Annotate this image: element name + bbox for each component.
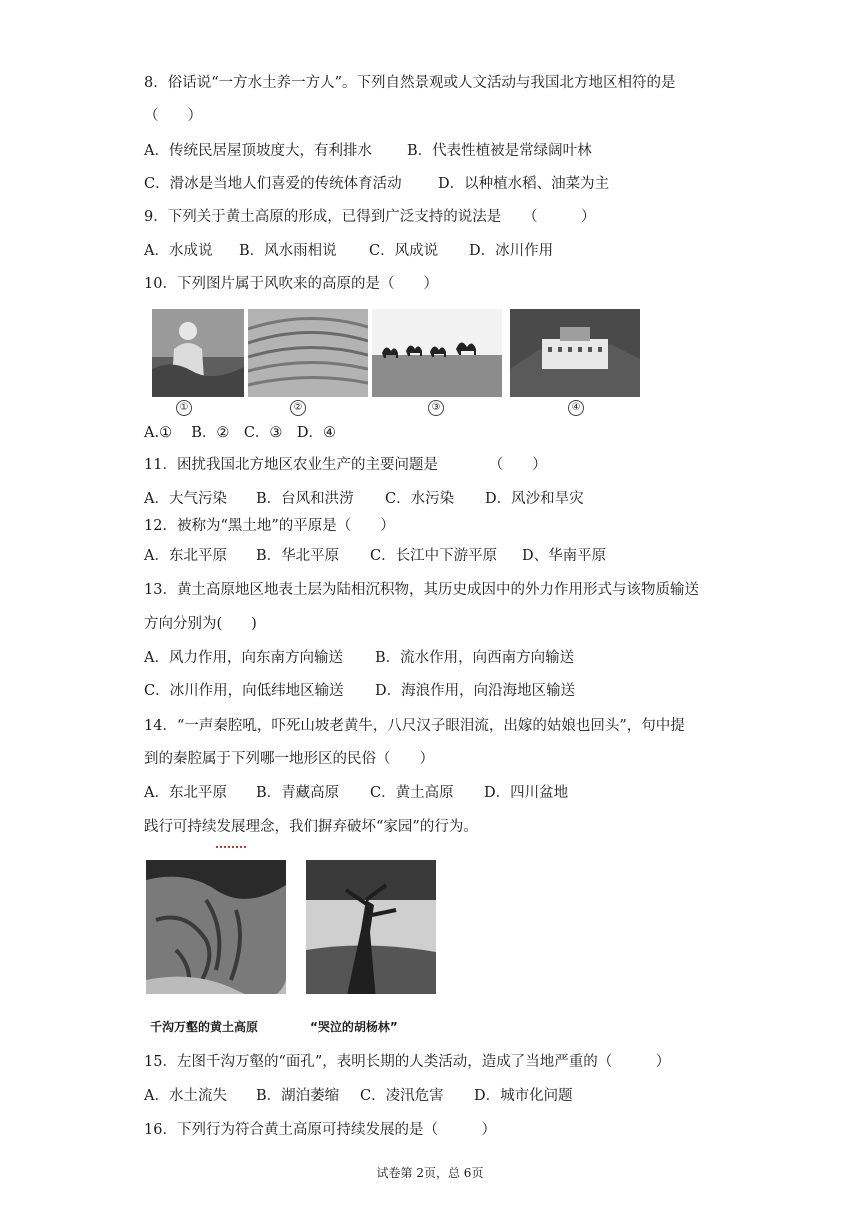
- q12-stem: 12．被称为“黑土地”的平原是（ ）: [144, 518, 395, 534]
- q14-options: [144, 783, 568, 803]
- q9-option-b: B．风水雨相说: [239, 243, 337, 259]
- photo-loess-terraces: [248, 309, 368, 397]
- q12-option-b: B．华北平原: [256, 548, 340, 564]
- q12-option-c: C．长江中下游平原: [370, 548, 498, 564]
- q15-option-a: A．水土流失: [144, 1088, 227, 1104]
- page-footer: 试卷第 2页，总 6页: [376, 1166, 484, 1180]
- dotted-mark: [216, 846, 246, 848]
- q15-option-c: C．凌汛危害: [360, 1088, 444, 1104]
- q13-option-d: D．海浪作用，向沿海地区输送: [375, 683, 576, 699]
- photo-dead-poplar-forest: [306, 860, 436, 1012]
- q8-stem-line2: （ ）: [144, 108, 202, 124]
- q14-option-a: A．东北平原: [144, 785, 227, 801]
- q14-stem-line1: 14．“一声秦腔吼，吓死山坡老黄牛，八尺汉子眼泪流，出嫁的姑娘也回头”，句中提: [144, 718, 685, 734]
- caption-poplar-forest: “哭泣的胡杨林”: [310, 1020, 398, 1034]
- q12-options: [144, 546, 606, 566]
- q10-options: A.① B．② C．③ D．④: [144, 425, 337, 441]
- q8-option-a: A．传统民居屋顶坡度大，有利排水: [144, 143, 372, 159]
- q14-stem-line2: 到的秦腔属于下列哪一地形区的民俗（ ）: [144, 751, 434, 767]
- q14-option-b: B．青藏高原: [256, 785, 340, 801]
- q9-option-c: C．风成说: [369, 243, 439, 259]
- caption-loess-plateau: 千沟万壑的黄土高原: [150, 1020, 259, 1034]
- q10-stem: 10．下列图片属于风吹来的高原的是（ ）: [144, 276, 438, 292]
- q13-stem-line1: 13．黄土高原地区地表土层为陆相沉积物，其历史成因中的外力作用形式与该物质输送: [144, 582, 699, 598]
- photo-label-4: ④: [568, 400, 584, 416]
- q13-options-row2: [144, 681, 575, 701]
- q9-stem: 9．下列关于黄土高原的形成，已得到广泛支持的说法是 （ ）: [144, 209, 596, 225]
- q11-stem: 11．困扰我国北方地区农业生产的主要问题是 （ ）: [144, 457, 547, 473]
- q8-option-b: B．代表性植被是常绿阔叶林: [407, 143, 592, 159]
- photo-loess-gullies: [146, 860, 286, 1012]
- photo-label-3: ③: [428, 400, 444, 416]
- q11-option-c: C．水污染: [385, 491, 455, 507]
- photo-potala-palace: [510, 309, 640, 397]
- q8-options-row1: [144, 141, 592, 161]
- q8-option-c: C．滑冰是当地人们喜爱的传统体育活动: [144, 176, 402, 192]
- q9-options: [144, 241, 553, 261]
- section-intro: 践行可持续发展理念，我们摒弃破坏“家园”的行为。: [144, 819, 478, 835]
- q13-option-a: A．风力作用，向东南方向输送: [144, 650, 343, 666]
- q8-options-row2: [144, 174, 609, 194]
- q15-option-b: B．湖泊萎缩: [256, 1088, 340, 1104]
- q13-option-c: C．冰川作用，向低纬地区输送: [144, 683, 344, 699]
- q11-options: [144, 489, 584, 509]
- photo-desert-camels: [372, 309, 502, 397]
- q16-stem: 16．下列行为符合黄土高原可持续发展的是（ ）: [144, 1122, 496, 1138]
- q8-stem-line1: 8．俗话说“一方水土养一方人”。下列自然景观或人文活动与我国北方地区相符的是: [144, 75, 676, 91]
- q11-option-a: A．大气污染: [144, 491, 227, 507]
- photo-label-2: ②: [290, 400, 306, 416]
- q15-options: [144, 1086, 573, 1106]
- q13-options-row1: [144, 648, 574, 668]
- q12-option-d: D、华南平原: [522, 548, 607, 564]
- q15-stem: 15．左图千沟万壑的“面孔”，表明长期的人类活动，造成了当地严重的（ ）: [144, 1054, 671, 1070]
- photo-label-1: ①: [176, 400, 192, 416]
- q11-option-d: D．风沙和旱灾: [485, 491, 584, 507]
- q14-option-c: C．黄土高原: [370, 785, 454, 801]
- q12-option-a: A．东北平原: [144, 548, 227, 564]
- q8-option-d: D．以种植水稻、油菜为主: [438, 176, 610, 192]
- photo-tea-picker: [152, 309, 244, 397]
- q15-option-d: D．城市化问题: [474, 1088, 573, 1104]
- q9-option-d: D．冰川作用: [469, 243, 554, 259]
- q13-stem-line2: 方向分别为( ): [144, 616, 257, 632]
- q9-option-a: A．水成说: [144, 243, 213, 259]
- q14-option-d: D．四川盆地: [484, 785, 569, 801]
- q11-option-b: B．台风和洪涝: [256, 491, 354, 507]
- q13-option-b: B．流水作用，向西南方向输送: [375, 650, 575, 666]
